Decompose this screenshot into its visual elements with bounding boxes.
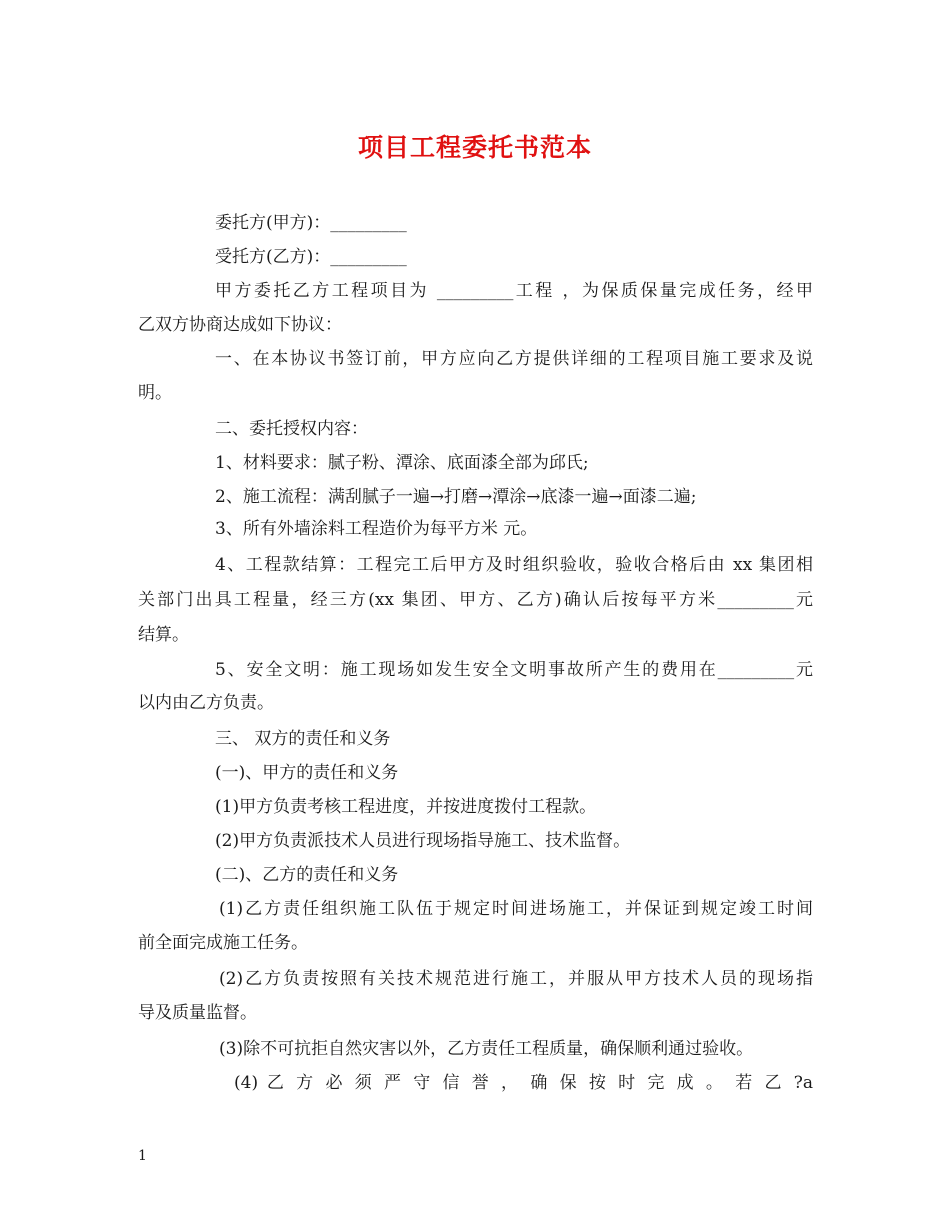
paragraph-line: 明。 bbox=[138, 383, 172, 403]
list-item: 4、工程款结算：工程完工后甲方及时组织验收，验收合格后由 xx 集团相 bbox=[215, 555, 813, 575]
list-item: (1)甲方负责考核工程进度，并按进度拨付工程款。 bbox=[215, 797, 597, 817]
section-heading: 三、 双方的责任和义务 bbox=[215, 729, 391, 749]
list-item: 2、施工流程：满刮腻子一遍→打磨→潭涂→底漆一遍→面漆二遍; bbox=[215, 487, 697, 507]
paragraph-line: 导及质量监督。 bbox=[138, 1003, 257, 1023]
page-number: 1 bbox=[138, 1148, 147, 1164]
list-item: 1、材料要求：腻子粉、潭涂、底面漆全部为邱氏; bbox=[215, 453, 589, 473]
list-item: 3、所有外墙涂料工程造价为每平方米 元。 bbox=[215, 519, 538, 539]
paragraph-line: 甲方委托乙方工程项目为 _________工程 ，为保质保量完成任务，经甲 bbox=[215, 281, 813, 301]
clause-one-line: 一、在本协议书签订前，甲方应向乙方提供详细的工程项目施工要求及说 bbox=[215, 349, 813, 369]
list-item: (3)除不可抗拒自然灾害以外，乙方责任工程质量，确保顺利通过验收。 bbox=[219, 1039, 754, 1059]
client-party-line: 委托方(甲方)：_________ bbox=[215, 213, 407, 233]
contractor-party-line: 受托方(乙方)：_________ bbox=[215, 247, 407, 267]
document-title: 项目工程委托书范本 bbox=[357, 133, 592, 162]
subsection-heading: (一)、甲方的责任和义务 bbox=[215, 763, 399, 783]
list-item: 5、安全文明：施工现场如发生安全文明事故所产生的费用在_________元 bbox=[215, 660, 813, 680]
list-item: (1)乙方责任组织施工队伍于规定时间进场施工，并保证到规定竣工时间 bbox=[219, 899, 813, 919]
subsection-heading: (二)、乙方的责任和义务 bbox=[215, 865, 399, 885]
paragraph-line: 乙双方协商达成如下协议： bbox=[138, 315, 342, 335]
paragraph-line: 以内由乙方负责。 bbox=[138, 693, 274, 713]
list-item: (4) 乙 方 必 须 严 守 信 誉 ， 确 保 按 时 完 成 。 若 乙 ?a bbox=[234, 1073, 813, 1093]
paragraph-line: 关部门出具工程量，经三方(xx 集团、甲方、乙方)确认后按每平方米_________元 bbox=[138, 590, 813, 610]
section-heading: 二、委托授权内容： bbox=[215, 419, 368, 439]
list-item: (2)乙方负责按照有关技术规范进行施工，并服从甲方技术人员的现场指 bbox=[219, 969, 813, 989]
list-item: (2)甲方负责派技术人员进行现场指导施工、技术监督。 bbox=[215, 831, 631, 851]
paragraph-line: 结算。 bbox=[138, 625, 189, 645]
paragraph-line: 前全面完成施工任务。 bbox=[138, 933, 308, 953]
